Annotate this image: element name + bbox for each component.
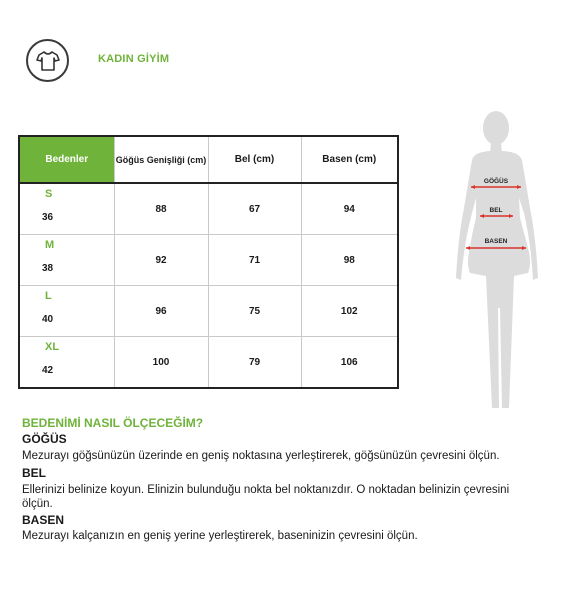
size-letter: M xyxy=(45,239,55,251)
waist-label: BEL xyxy=(489,207,503,214)
tshirt-icon xyxy=(36,50,60,72)
size-letter: S xyxy=(45,188,53,200)
waist-heading: BEL xyxy=(22,466,46,480)
hip-value: 94 xyxy=(301,183,398,235)
hip-instructions: Mezurayı kalçanızın en geniş yerine yerleştirerek, baseninizin çevresini ölçün. xyxy=(22,530,418,542)
chest-value: 96 xyxy=(114,286,208,337)
table-row xyxy=(19,183,398,235)
table-row xyxy=(19,337,398,389)
hip-value: 98 xyxy=(301,235,398,286)
chest-value: 100 xyxy=(114,337,208,389)
chest-value: 88 xyxy=(114,183,208,235)
hip-value: 102 xyxy=(301,286,398,337)
header-sizes: Bedenler xyxy=(19,136,114,183)
size-letter: XL xyxy=(45,341,60,353)
table-header-row xyxy=(19,136,398,183)
page-title: KADIN GİYİM xyxy=(98,53,170,65)
body-silhouette xyxy=(452,108,542,408)
header-hip: Basen (cm) xyxy=(301,136,398,183)
chest-label: GÖĞÜS xyxy=(483,178,509,185)
size-number: 38 xyxy=(42,263,54,274)
hip-value: 106 xyxy=(301,337,398,389)
waist-value: 79 xyxy=(208,337,301,389)
table-row xyxy=(19,235,398,286)
size-cell xyxy=(19,235,114,286)
waist-value: 67 xyxy=(208,183,301,235)
waist-value: 75 xyxy=(208,286,301,337)
hip-heading: BASEN xyxy=(22,513,65,527)
waist-instructions: Ellerinizi belinize koyun. Elinizin bulunduğu nokta bel noktanızdır. O noktadan belinizin çevresini ölçün. xyxy=(22,484,510,510)
size-cell xyxy=(19,337,114,389)
size-table xyxy=(18,135,399,389)
waist-value: 71 xyxy=(208,235,301,286)
size-number: 42 xyxy=(42,365,54,376)
size-letter: L xyxy=(45,290,52,302)
size-number: 36 xyxy=(42,212,54,223)
howto-title: BEDENİMİ NASIL ÖLÇECEĞİM? xyxy=(22,416,204,430)
tshirt-icon-badge xyxy=(26,39,69,82)
chest-heading: GÖĞÜS xyxy=(22,432,67,446)
header-waist: Bel (cm) xyxy=(208,136,301,183)
table-row xyxy=(19,286,398,337)
hip-label: BASEN xyxy=(484,238,508,245)
size-cell xyxy=(19,183,114,235)
size-number: 40 xyxy=(42,314,54,325)
chest-value: 92 xyxy=(114,235,208,286)
size-cell xyxy=(19,286,114,337)
header-chest: Göğüs Genişliği (cm) xyxy=(114,136,208,183)
chest-instructions: Mezurayı göğsünüzün üzerinde en geniş noktasına yerleştirerek, göğsünüzün çevresini ölçün. xyxy=(22,450,500,462)
